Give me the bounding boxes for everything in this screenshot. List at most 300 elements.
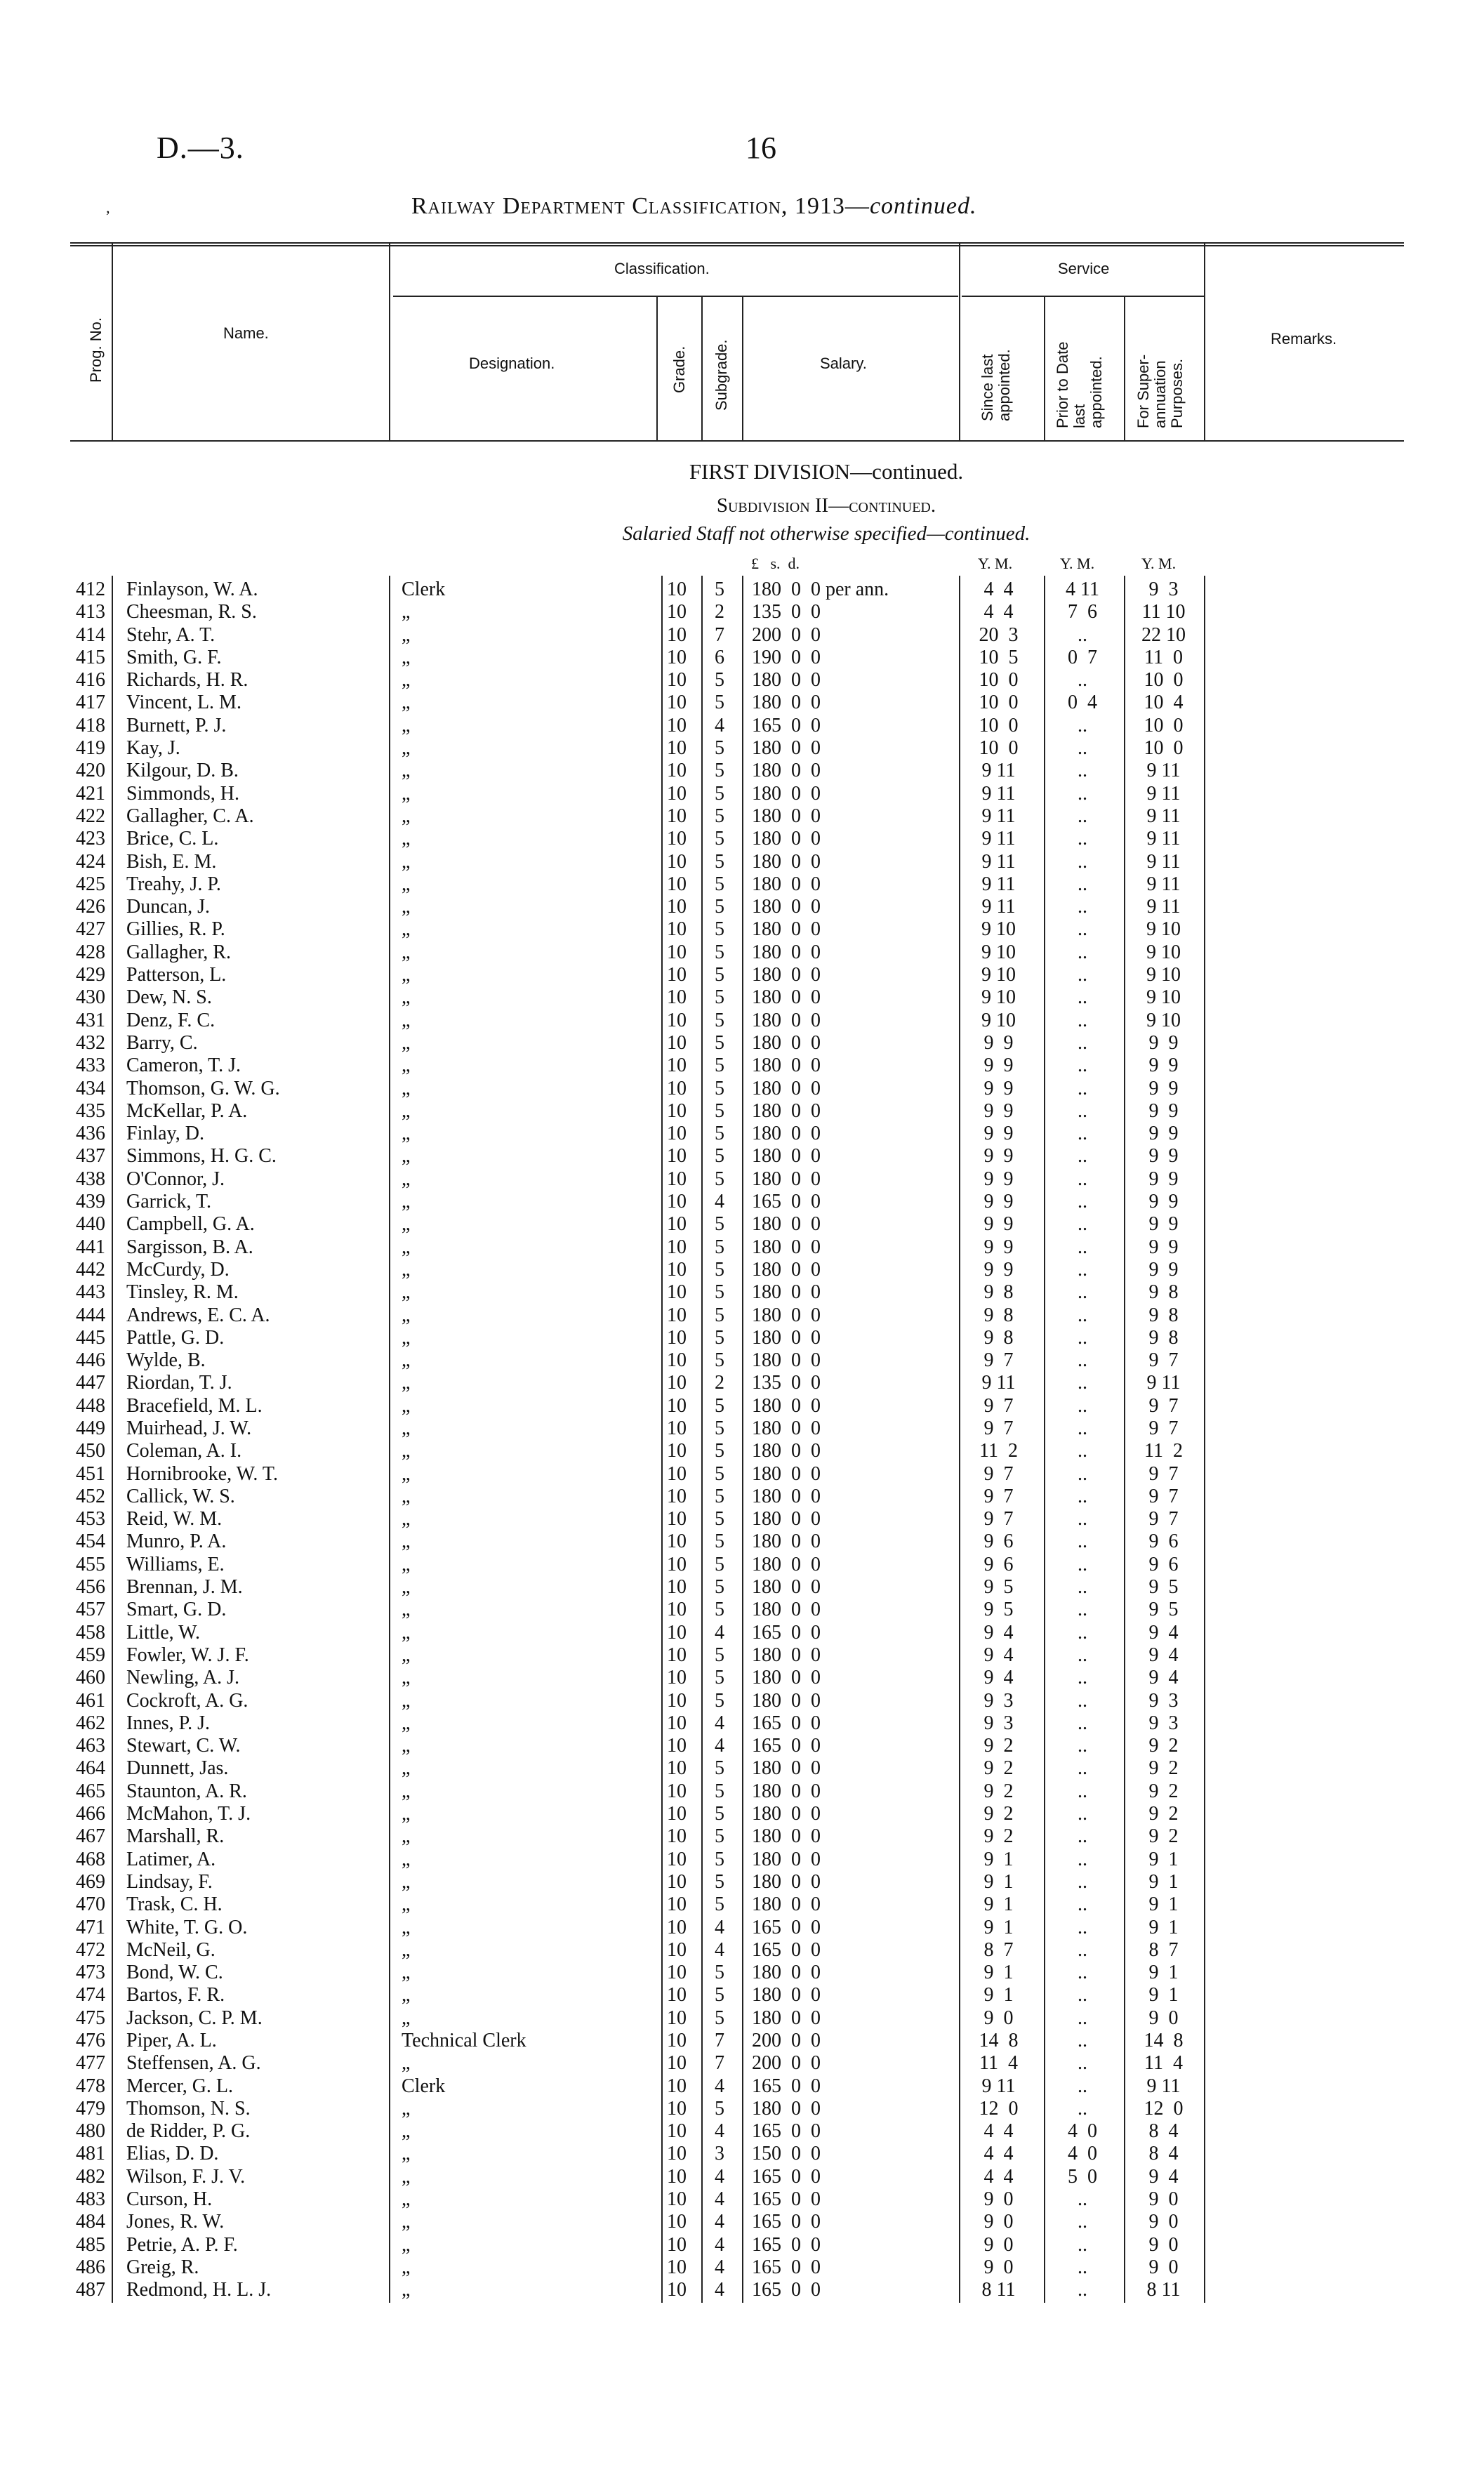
prior-to-date: .. [1078,714,1087,736]
prog-no: 479 [76,2097,105,2120]
staff-name: Brennan, J. M. [126,1576,243,1599]
staff-table-body [0,579,1484,2302]
grade: 10 [667,1576,687,1599]
grade: 10 [667,646,687,668]
subgrade: 4 [715,2120,724,2143]
grade: 10 [667,2233,687,2256]
salary: 180 0 0 [752,1031,821,1054]
designation: „ [402,1576,411,1599]
subgrade: 5 [715,1757,724,1780]
grade: 10 [667,760,687,782]
designation: „ [402,1372,411,1394]
designation: „ [402,1712,411,1734]
designation: „ [402,2211,411,2233]
designation: „ [402,1757,411,1780]
table-row [0,1576,1484,1599]
since-last-appointed: 4 4 [983,2120,1014,2143]
subgrade: 4 [715,714,724,736]
prog-no: 461 [76,1689,105,1712]
superannuation-service: 9 6 [1148,1531,1179,1553]
table-row [0,1440,1484,1462]
subgrade: 5 [715,1531,724,1553]
salary: 180 0 0 [752,1326,821,1349]
subdivision-heading: Subdivision II—continued. [716,494,936,517]
salary: 180 0 0 [752,873,821,895]
grade: 10 [667,1735,687,1757]
superannuation-service: 9 7 [1148,1508,1179,1531]
prior-to-date: .. [1078,1031,1087,1054]
staff-name: Curson, H. [126,2188,213,2211]
subgrade: 7 [715,2052,724,2075]
prog-no: 457 [76,1599,105,1621]
since-last-appointed: 9 2 [983,1825,1014,1848]
superannuation-service: 9 4 [1148,1621,1179,1644]
subgrade: 4 [715,2188,724,2211]
subgrade: 5 [715,964,724,986]
staff-name: Coleman, A. I. [126,1440,242,1462]
designation: „ [402,1689,411,1712]
prog-no: 412 [76,579,105,600]
designation: „ [402,873,411,895]
since-last-appointed: 9 5 [983,1576,1014,1599]
superannuation-service: 9 2 [1148,1735,1179,1757]
subgrade: 4 [715,1621,724,1644]
subgrade: 5 [715,1077,724,1099]
subgrade: 5 [715,1123,724,1145]
header-subgrade: Subgrade. [713,339,730,411]
prior-to-date: .. [1078,1213,1087,1236]
grade: 10 [667,737,687,760]
salary: 190 0 0 [752,646,821,668]
subgrade: 3 [715,2143,724,2165]
designation: „ [402,1780,411,1802]
since-last-appointed: 11 4 [979,2052,1018,2075]
superannuation-service: 11 2 [1144,1440,1183,1462]
subgrade: 6 [715,646,724,668]
stray-mark: ‚ [105,199,111,216]
since-last-appointed: 9 9 [983,1168,1014,1190]
prog-no: 443 [76,1281,105,1304]
since-last-appointed: 10 0 [979,692,1019,714]
staff-name: Steffensen, A. G. [126,2052,261,2075]
prior-to-date: .. [1078,1145,1087,1168]
staff-name: Dew, N. S. [126,986,212,1009]
designation: „ [402,2097,411,2120]
salary: 180 0 0 [752,1440,821,1462]
table-row [0,1825,1484,1848]
subgrade: 5 [715,1576,724,1599]
grade: 10 [667,1191,687,1213]
prog-no: 456 [76,1576,105,1599]
since-last-appointed: 9 9 [983,1123,1014,1145]
prior-to-date: 4 11 [1066,579,1099,600]
since-last-appointed: 9 1 [983,1870,1014,1893]
staff-name: O'Connor, J. [126,1168,225,1190]
designation: „ [402,1485,411,1507]
designation: „ [402,714,411,736]
subgrade: 4 [715,2211,724,2233]
superannuation-service: 9 9 [1148,1213,1179,1236]
since-last-appointed: 9 11 [981,760,1016,782]
prior-to-date: .. [1078,1803,1087,1825]
grade: 10 [667,1372,687,1394]
prog-no: 423 [76,828,105,850]
salary: 180 0 0 [752,1667,821,1689]
designation: „ [402,941,411,963]
staff-name: Hornibrooke, W. T. [126,1462,278,1485]
prog-no: 482 [76,2165,105,2188]
salary: 180 0 0 [752,1576,821,1599]
salary: 180 0 0 per ann. [752,579,889,600]
subgrade: 4 [715,1916,724,1938]
prior-to-date: .. [1078,1304,1087,1326]
since-last-appointed: 4 4 [983,2143,1014,2165]
salary: 180 0 0 [752,1531,821,1553]
table-row [0,2052,1484,2075]
designation: „ [402,2279,411,2301]
grade: 10 [667,1984,687,2007]
prior-to-date: 0 7 [1068,646,1097,668]
prog-no: 432 [76,1031,105,1054]
salary: 180 0 0 [752,1780,821,1802]
table-row [0,918,1484,941]
prog-no: 427 [76,918,105,941]
superannuation-service: 9 10 [1146,986,1181,1009]
prog-no: 477 [76,2052,105,2075]
prog-no: 449 [76,1417,105,1439]
subgrade: 2 [715,1372,724,1394]
superannuation-service: 10 0 [1144,737,1184,760]
subgrade: 2 [715,601,724,623]
subgrade: 5 [715,1644,724,1666]
prog-no: 425 [76,873,105,895]
table-row [0,1010,1484,1032]
table-row [0,896,1484,918]
table-row [0,1962,1484,1984]
subgrade: 4 [715,1735,724,1757]
prog-no: 483 [76,2188,105,2211]
subgrade: 5 [715,692,724,714]
grade: 10 [667,1145,687,1168]
designation: „ [402,2233,411,2256]
since-last-appointed: 10 0 [979,714,1019,736]
prog-no: 455 [76,1553,105,1575]
superannuation-service: 10 4 [1144,692,1184,714]
grade: 10 [667,1304,687,1326]
grade: 10 [667,805,687,827]
prog-no: 464 [76,1757,105,1780]
since-units: Y. M. [978,555,1013,572]
since-last-appointed: 9 7 [983,1394,1014,1417]
staff-name: Jones, R. W. [126,2211,225,2233]
designation: „ [402,1236,411,1258]
grade: 10 [667,2052,687,2075]
superannuation-service: 9 11 [1146,850,1181,873]
staff-name: Williams, E. [126,1553,225,1575]
prior-to-date: .. [1078,1394,1087,1417]
table-row [0,1599,1484,1621]
designation: „ [402,1825,411,1848]
salary: 180 0 0 [752,1825,821,1848]
subgrade: 5 [715,1553,724,1575]
subgrade: 5 [715,1599,724,1621]
since-last-appointed: 9 7 [983,1417,1014,1439]
salary: 180 0 0 [752,1803,821,1825]
prior-to-date: .. [1078,1258,1087,1281]
staff-name: Trask, C. H. [126,1893,223,1916]
staff-name: Wylde, B. [126,1349,206,1372]
staff-name: Redmond, H. L. J. [126,2279,272,2301]
subgrade: 4 [715,1191,724,1213]
salary: 165 0 0 [752,1735,821,1757]
staff-name: de Ridder, P. G. [126,2120,251,2143]
subgrade: 5 [715,760,724,782]
superannuation-service: 9 0 [1148,2188,1179,2211]
subgrade: 5 [715,1667,724,1689]
superannuation-service: 9 9 [1148,1031,1179,1054]
grade: 10 [667,964,687,986]
salary: 180 0 0 [752,964,821,986]
superannuation-service: 9 1 [1148,1848,1179,1870]
staff-name: Finlay, D. [126,1123,204,1145]
staff-name: Callick, W. S. [126,1485,235,1507]
superannuation-service: 9 3 [1148,1689,1179,1712]
salary: 180 0 0 [752,1644,821,1666]
prior-to-date: .. [1078,941,1087,963]
grade: 10 [667,1780,687,1802]
salary: 180 0 0 [752,986,821,1009]
grade: 10 [667,1712,687,1734]
grade: 10 [667,2143,687,2165]
since-last-appointed: 9 0 [983,2233,1014,2256]
since-last-appointed: 9 2 [983,1757,1014,1780]
table-row [0,873,1484,896]
since-last-appointed: 9 0 [983,2211,1014,2233]
superannuation-service: 11 4 [1144,2052,1183,2075]
table-row [0,1417,1484,1440]
staff-name: Gillies, R. P. [126,918,225,941]
prior-to-date: .. [1078,1191,1087,1213]
since-last-appointed: 9 9 [983,1145,1014,1168]
staff-name: Barry, C. [126,1031,198,1054]
superannuation-service: 12 0 [1144,2097,1184,2120]
salary: 180 0 0 [752,941,821,963]
salary: 165 0 0 [752,2233,821,2256]
since-last-appointed: 9 8 [983,1326,1014,1349]
salary: 180 0 0 [752,1417,821,1439]
superannuation-service: 8 4 [1148,2143,1179,2165]
table-row [0,1849,1484,1871]
prior-to-date: .. [1078,964,1087,986]
salary: 165 0 0 [752,1938,821,1961]
designation: „ [402,646,411,668]
designation: „ [402,1916,411,1938]
table-row [0,1871,1484,1893]
staff-name: Cheesman, R. S. [126,601,257,623]
header-prior-to-date: Prior to Date last appointed. [1054,341,1105,428]
grade: 10 [667,828,687,850]
subgrade: 5 [715,1326,724,1349]
subgrade: 5 [715,850,724,873]
subgrade: 5 [715,1508,724,1531]
designation: „ [402,1213,411,1236]
salary: 180 0 0 [752,1123,821,1145]
superannuation-service: 9 9 [1148,1236,1179,1258]
salary: 180 0 0 [752,1962,821,1984]
staff-name: Andrews, E. C. A. [126,1304,270,1326]
subgrade: 5 [715,669,724,692]
subgrade: 5 [715,1055,724,1077]
prog-no: 438 [76,1168,105,1190]
superannuation-service: 9 4 [1148,1667,1179,1689]
salary: 180 0 0 [752,1099,821,1122]
subgrade: 5 [715,896,724,918]
designation: „ [402,1077,411,1099]
grade: 10 [667,1349,687,1372]
salary: 180 0 0 [752,1599,821,1621]
table-row [0,964,1484,986]
designation: „ [402,2165,411,2188]
prog-no: 450 [76,1440,105,1462]
subgrade: 5 [715,873,724,895]
designation: „ [402,964,411,986]
grade: 10 [667,2007,687,2029]
since-last-appointed: 9 7 [983,1508,1014,1531]
staff-name: Stehr, A. T. [126,623,216,646]
prog-no: 417 [76,692,105,714]
grade: 10 [667,1553,687,1575]
since-last-appointed: 9 9 [983,1258,1014,1281]
grade: 10 [667,1440,687,1462]
table-row [0,986,1484,1009]
grade: 10 [667,2256,687,2278]
header-classification: Classification. [614,260,710,277]
prior-to-date: .. [1078,2233,1087,2256]
grade: 10 [667,1893,687,1916]
superannuation-service: 9 0 [1148,2007,1179,2029]
prog-no: 476 [76,2030,105,2051]
table-row [0,1123,1484,1145]
superannuation-service: 9 11 [1146,2075,1181,2097]
salary: 180 0 0 [752,1870,821,1893]
page-title-continued: continued. [869,193,977,219]
prog-no: 446 [76,1349,105,1372]
prior-to-date: .. [1078,1893,1087,1916]
subgrade: 5 [715,1803,724,1825]
salary: 180 0 0 [752,1984,821,2007]
since-last-appointed: 9 4 [983,1644,1014,1666]
prior-to-date: .. [1078,918,1087,941]
since-last-appointed: 9 0 [983,2007,1014,2029]
prog-no: 426 [76,896,105,918]
prior-to-date: .. [1078,1531,1087,1553]
designation: „ [402,1553,411,1575]
salary: 180 0 0 [752,850,821,873]
prog-no: 436 [76,1123,105,1145]
prior-to-date: .. [1078,896,1087,918]
designation: „ [402,1191,411,1213]
since-last-appointed: 9 9 [983,1236,1014,1258]
superannuation-service: 9 1 [1148,1962,1179,1984]
subgrade: 5 [715,1009,724,1031]
salary: 180 0 0 [752,828,821,850]
salary: 180 0 0 [752,1394,821,1417]
designation: „ [402,2120,411,2143]
prog-no: 459 [76,1644,105,1666]
staff-name: Piper, A. L. [126,2030,217,2051]
subgrade: 7 [715,2030,724,2051]
prior-to-date: .. [1078,1099,1087,1122]
table-row [0,1349,1484,1372]
prog-no: 415 [76,646,105,668]
since-last-appointed: 9 8 [983,1281,1014,1304]
grade: 10 [667,1667,687,1689]
designation: „ [402,1099,411,1122]
designation: „ [402,986,411,1009]
salary: 180 0 0 [752,1304,821,1326]
staff-name: Fowler, W. J. F. [126,1644,249,1666]
salary: 180 0 0 [752,760,821,782]
prior-to-date: .. [1078,1712,1087,1734]
designation: „ [402,1304,411,1326]
designation: „ [402,1326,411,1349]
prior-to-date: .. [1078,1281,1087,1304]
table-row [0,601,1484,623]
staff-heading: Salaried Staff not otherwise specified—continued. [622,522,1031,545]
table-row [0,1917,1484,1939]
prior-to-date: .. [1078,2007,1087,2029]
grade: 10 [667,579,687,600]
prog-no: 431 [76,1009,105,1031]
grade: 10 [667,1462,687,1485]
prog-no: 486 [76,2256,105,2278]
prog-no: 445 [76,1326,105,1349]
prior-to-date: .. [1078,1553,1087,1575]
staff-name: Elias, D. D. [126,2143,219,2165]
salary: 180 0 0 [752,1281,821,1304]
page-title-main: Railway Department Classification, 1913— [411,193,870,219]
salary: 180 0 0 [752,1168,821,1190]
prior-to-date: .. [1078,1621,1087,1644]
staff-name: Simmons, H. G. C. [126,1145,277,1168]
table-row [0,1690,1484,1712]
staff-name: McCurdy, D. [126,1258,230,1281]
table-row [0,579,1484,601]
prog-no: 452 [76,1485,105,1507]
prog-no: 470 [76,1893,105,1916]
grade: 10 [667,2097,687,2120]
prior-to-date: .. [1078,1349,1087,1372]
table-row [0,1100,1484,1123]
grade: 10 [667,1281,687,1304]
grade: 10 [667,1031,687,1054]
prog-no: 429 [76,964,105,986]
salary: 180 0 0 [752,1077,821,1099]
superannuation-service: 9 2 [1148,1757,1179,1780]
superannuation-service: 9 9 [1148,1055,1179,1077]
prior-to-date: .. [1078,1984,1087,2007]
prior-to-date: .. [1078,1485,1087,1507]
salary: 165 0 0 [752,1621,821,1644]
subgrade: 5 [715,1168,724,1190]
subgrade: 4 [715,2233,724,2256]
since-last-appointed: 9 10 [981,964,1016,986]
prog-no: 472 [76,1938,105,1961]
prog-no: 451 [76,1462,105,1485]
subgrade: 5 [715,941,724,963]
superannuation-service: 9 1 [1148,1893,1179,1916]
subgrade: 4 [715,1938,724,1961]
